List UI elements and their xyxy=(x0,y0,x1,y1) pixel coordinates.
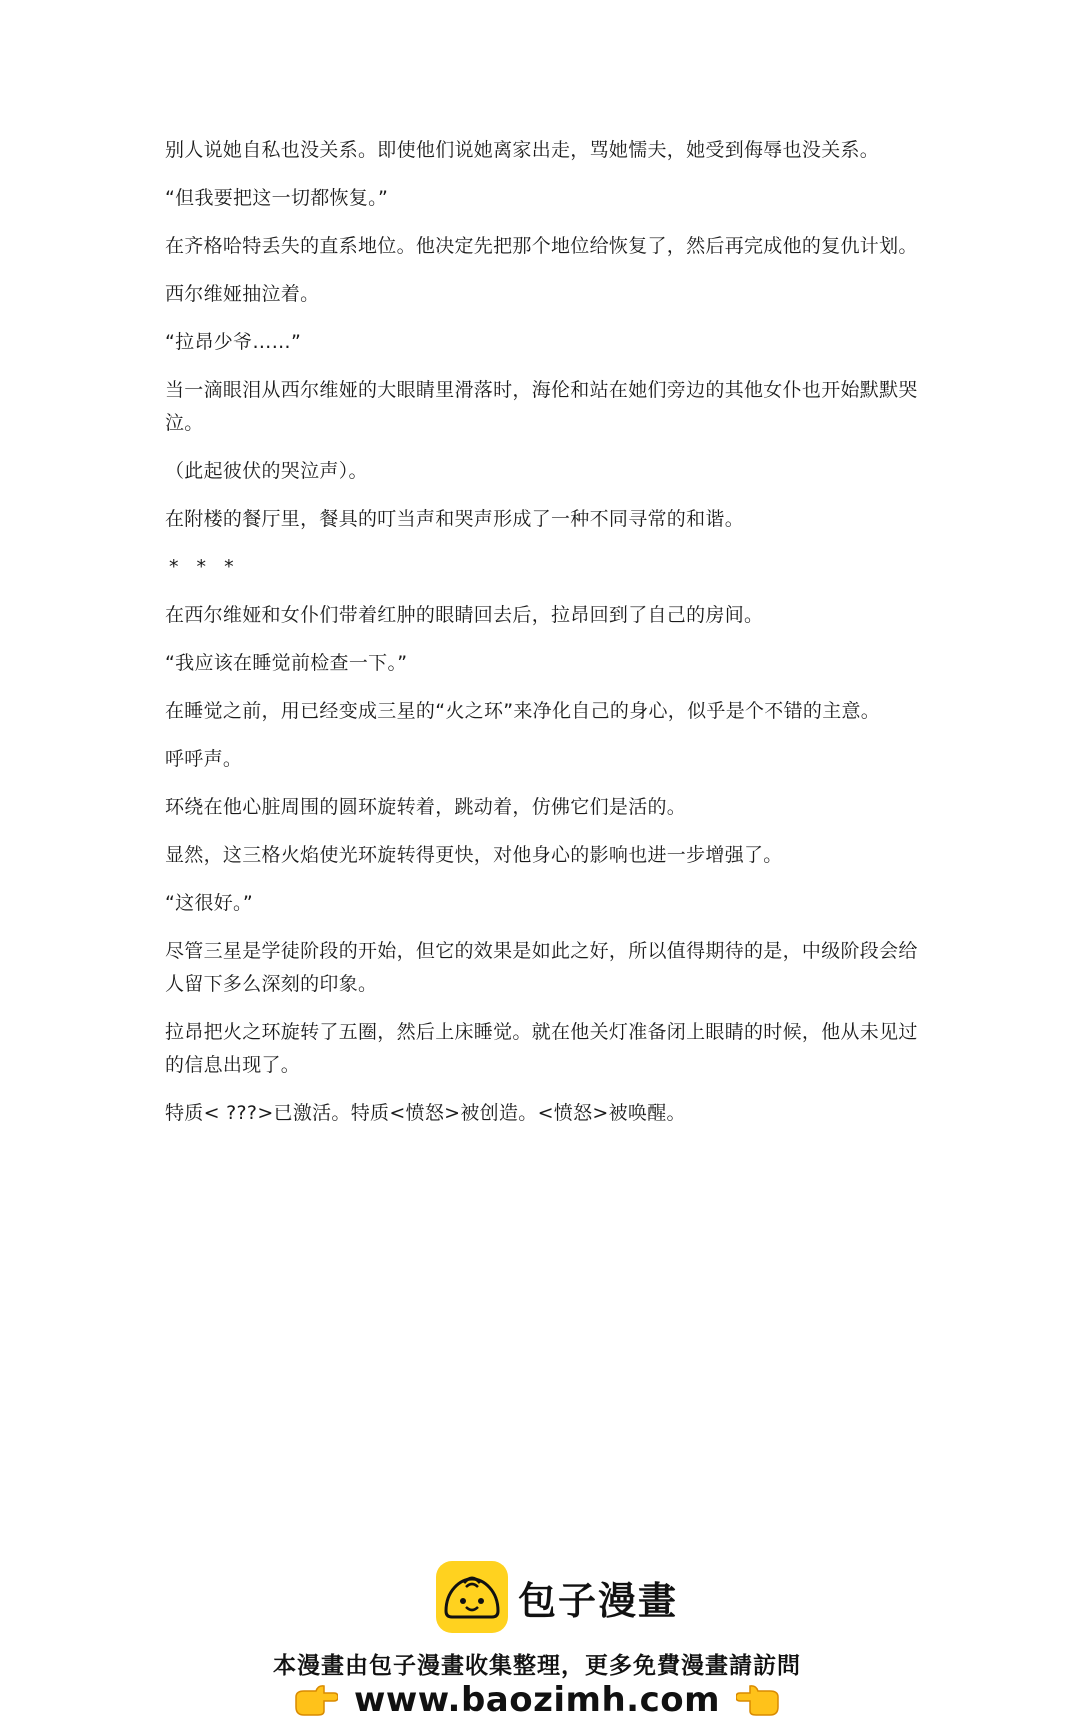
chapter-text xyxy=(165,134,935,1145)
brand[interactable] xyxy=(436,1560,678,1634)
paragraph: 显然，这三格火焰使光环旋转得更快，对他身心的影响也进一步增强了。 xyxy=(165,844,783,866)
paragraph: 在西尔维娅和女仆们带着红肿的眼睛回去后，拉昂回到了自己的房间。 xyxy=(165,604,764,626)
paragraph: 别人说她自私也没关系。即使他们说她离家出走，骂她懦夫，她受到侮辱也没关系。 xyxy=(165,139,880,161)
paragraph: “拉昂少爷……” xyxy=(165,331,302,353)
paragraph: “我应该在睡觉前检查一下。” xyxy=(165,652,408,674)
paragraph: 西尔维娅抽泣着。 xyxy=(165,283,320,305)
paragraph: “但我要把这一切都恢复。” xyxy=(165,187,389,209)
paragraph: （此起彼伏的哭泣声）。 xyxy=(165,460,368,482)
site-url-link[interactable]: www.baozimh.com xyxy=(353,1680,721,1720)
scene-break: * * * xyxy=(169,556,240,578)
site-footer xyxy=(0,1560,1074,1719)
paragraph: 拉昂把火之环旋转了五圈，然后上床睡觉。就在他关灯准备闭上眼睛的时候，他从未见过的信息出现了。 xyxy=(165,1021,918,1076)
pointing-hand-right-icon xyxy=(294,1683,338,1717)
paragraph: 在齐格哈特丢失的直系地位。他决定先把那个地位给恢复了，然后再完成他的复仇计划。 xyxy=(165,235,918,257)
paragraph: 在睡觉之前，用已经变成三星的“火之环”来净化自己的身心，似乎是个不错的主意。 xyxy=(165,700,881,722)
paragraph: “这很好。” xyxy=(165,892,253,914)
paragraph: 呼呼声。 xyxy=(165,748,243,770)
url-row xyxy=(0,1680,1074,1720)
paragraph: 当一滴眼泪从西尔维娅的大眼睛里滑落时，海伦和站在她们旁边的其他女仆也开始默默哭泣。 xyxy=(165,379,918,434)
bun-logo-icon xyxy=(436,1561,508,1633)
paragraph: 在附楼的餐厅里，餐具的叮当声和哭声形成了一种不同寻常的和谐。 xyxy=(165,508,745,530)
footer-tagline: 本漫畫由包子漫畫收集整理，更多免費漫畫請訪問 xyxy=(273,1653,801,1679)
paragraph: 特质< ???>已激活。特质<愤怒>被创造。<愤怒>被唤醒。 xyxy=(165,1102,686,1124)
paragraph: 环绕在他心脏周围的圆环旋转着，跳动着，仿佛它们是活的。 xyxy=(165,796,687,818)
brand-name: 包子漫畫 xyxy=(518,1578,679,1623)
pointing-hand-left-icon xyxy=(736,1683,780,1717)
paragraph: 尽管三星是学徒阶段的开始，但它的效果是如此之好，所以值得期待的是，中级阶段会给人留下多么深刻的印象。 xyxy=(165,940,918,995)
